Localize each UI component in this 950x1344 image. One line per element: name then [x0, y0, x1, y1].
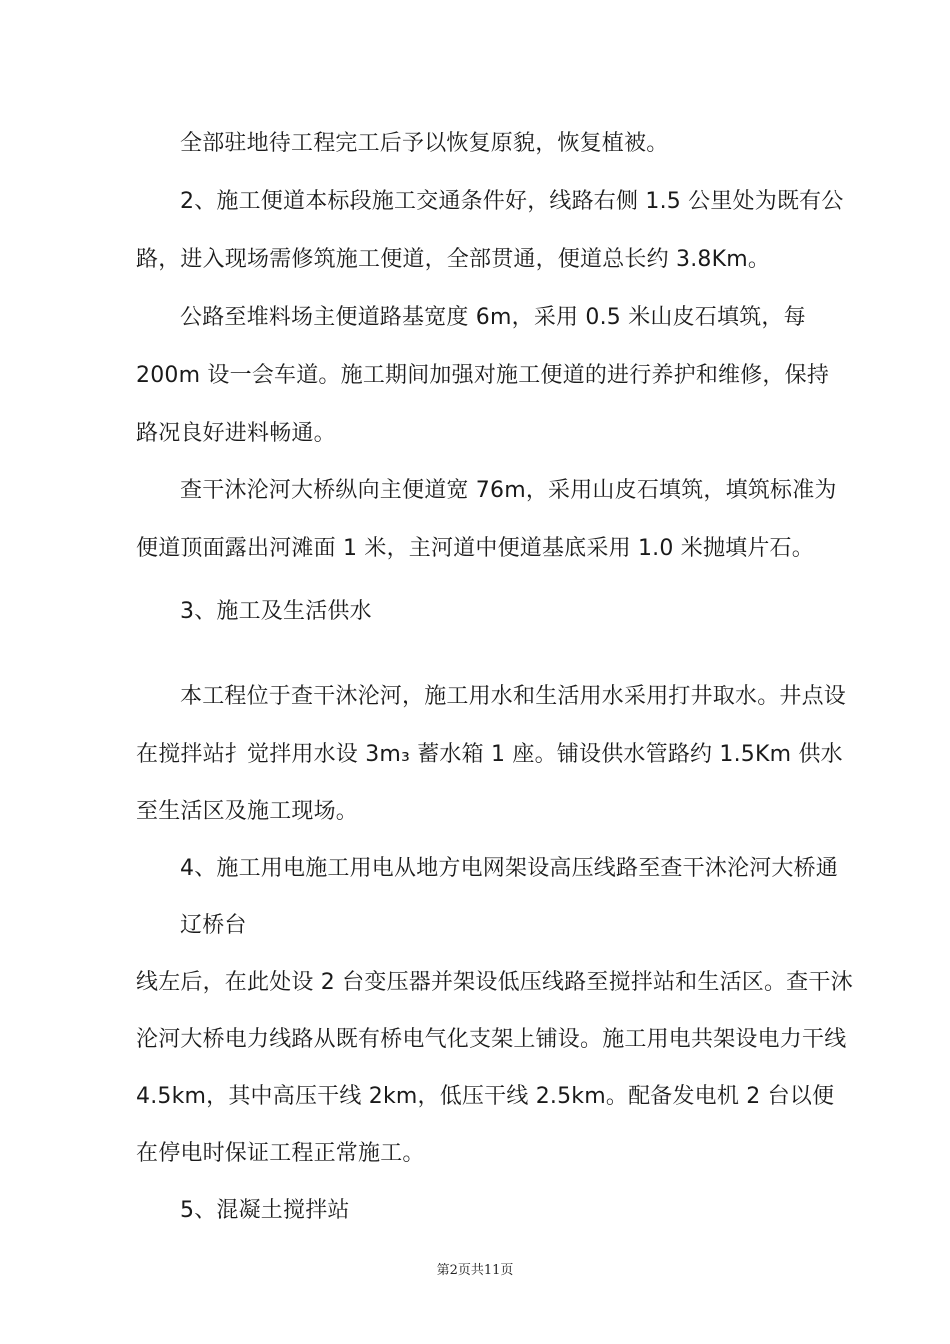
paragraph-line: 本工程位于查干沐沦河，施工用水和生活用水采用打井取水。井点设	[180, 684, 847, 709]
paragraph-line: 2、施工便道本标段施工交通条件好，线路右侧 1.5 公里处为既有公	[180, 189, 844, 214]
paragraph-line: 沦河大桥电力线路从既有桥电气化支架上铺设。施工用电共架设电力干线	[136, 1027, 847, 1052]
section-heading: 5、混凝土搅拌站	[180, 1198, 350, 1223]
paragraph-line: 4、施工用电施工用电从地方电网架设高压线路至查干沐沦河大桥通	[180, 856, 838, 881]
paragraph-line: 路，进入现场需修筑施工便道，全部贯通，便道总长约 3.8Km。	[136, 247, 771, 272]
paragraph-line: 至生活区及施工现场。	[136, 799, 359, 824]
paragraph-line: 辽桥台	[180, 913, 247, 938]
page-number-footer: 第2页共11页	[436, 1263, 514, 1278]
section-heading: 3、施工及生活供水	[180, 599, 372, 624]
paragraph-line: 在搅拌站扌觉拌用水设 3m₃ 蓄水箱 1 座。铺设供水管路约 1.5Km 供水	[136, 742, 843, 767]
paragraph-line: 全部驻地待工程完工后予以恢复原貌，恢复植被。	[180, 131, 669, 156]
paragraph-line: 便道顶面露出河滩面 1 米，主河道中便道基底采用 1.0 米抛填片石。	[136, 536, 814, 561]
paragraph-line: 公路至堆料场主便道路基宽度 6m，采用 0.5 米山皮石填筑，每	[180, 305, 806, 330]
paragraph-line: 路况良好进料畅通。	[136, 421, 336, 446]
paragraph-line: 200m 设一会车道。施工期间加强对施工便道的进行养护和维修，保持	[136, 363, 830, 388]
paragraph-line: 线左后，在此处设 2 台变压器并架设低压线路至搅拌站和生活区。查干沐	[136, 970, 853, 995]
paragraph-line: 查干沐沦河大桥纵向主便道宽 76m，采用山皮石填筑，填筑标准为	[180, 478, 837, 503]
paragraph-line: 4.5km，其中高压干线 2km，低压干线 2.5km。配备发电机 2 台以便	[136, 1084, 835, 1109]
paragraph-line: 在停电时保证工程正常施工。	[136, 1141, 425, 1166]
